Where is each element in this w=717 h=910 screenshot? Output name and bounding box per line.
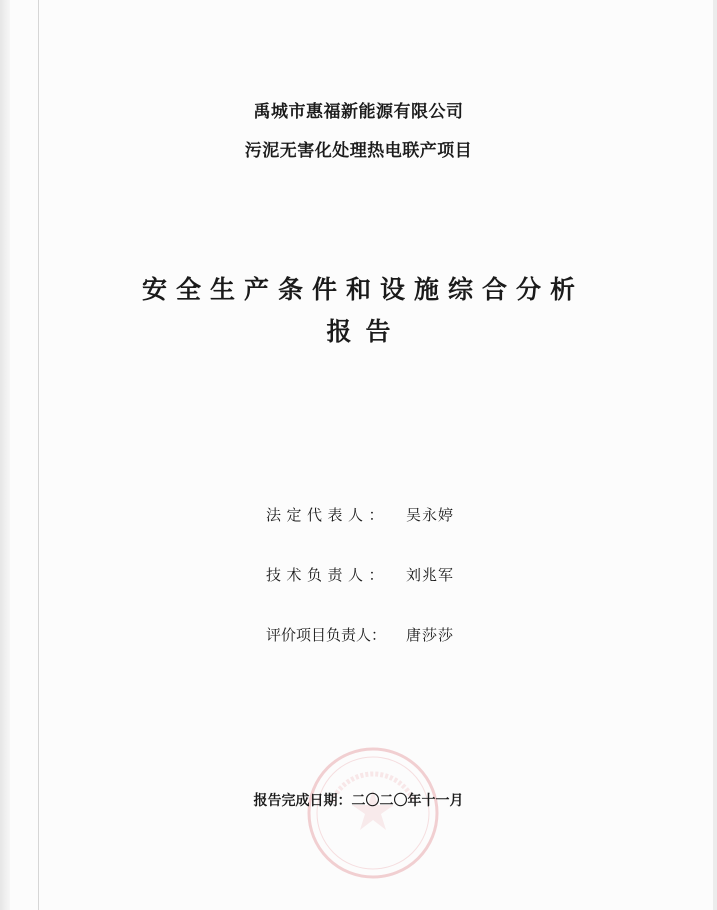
report-title-line1: 安全生产条件和设施综合分析 bbox=[141, 275, 584, 304]
role-label: 评价项目负责人： bbox=[266, 626, 387, 644]
role-value: 刘兆军 bbox=[406, 566, 455, 584]
seal-stamp-icon bbox=[302, 742, 444, 884]
project-name: 污泥无害化处理热电联产项目 bbox=[244, 141, 473, 161]
technical-lead-row bbox=[266, 564, 454, 585]
role-label: 法定代表人： bbox=[266, 506, 390, 524]
date-value: 二〇二〇年十一月 bbox=[351, 793, 464, 809]
report-title-line2: 报告 bbox=[326, 317, 405, 346]
project-lead-row bbox=[266, 624, 454, 645]
role-label: 技术负责人： bbox=[266, 566, 390, 584]
role-value: 唐莎莎 bbox=[406, 626, 455, 644]
legal-representative-row bbox=[266, 504, 454, 525]
date-label: 报告完成日期： bbox=[253, 793, 352, 809]
completion-date-line bbox=[0, 790, 717, 810]
role-value: 吴永婷 bbox=[406, 506, 455, 524]
company-name: 禹城市惠福新能源有限公司 bbox=[253, 102, 464, 122]
